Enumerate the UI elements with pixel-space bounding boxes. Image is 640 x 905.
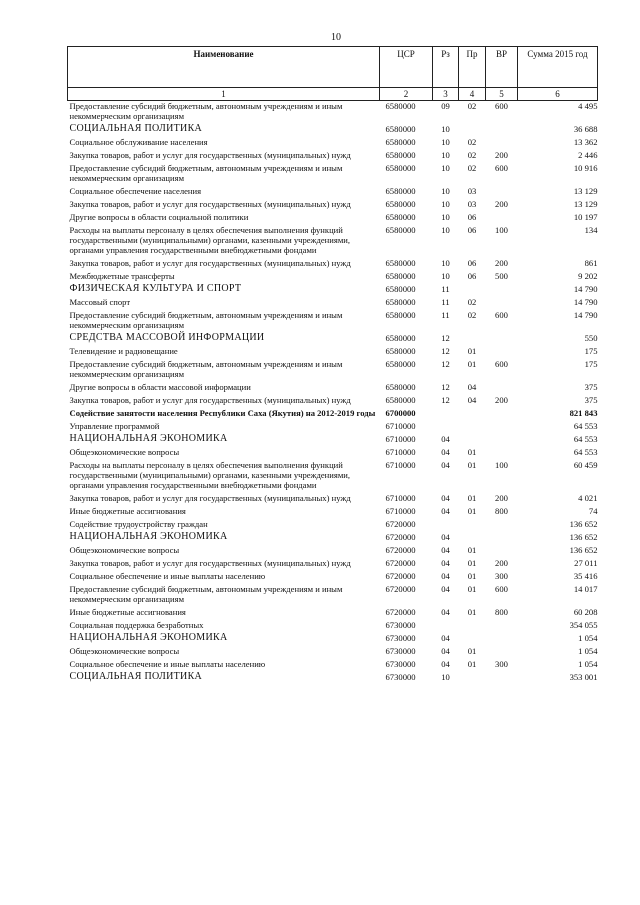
row-pr: 04 [467, 382, 477, 392]
row-sum: 64 553 [573, 447, 598, 457]
row-sum: 353 001 [569, 672, 598, 682]
row-pr [459, 672, 486, 685]
row-vr: 200 [495, 258, 508, 268]
row-sum: 14 790 [573, 310, 598, 320]
row-rz: 04 [441, 607, 450, 617]
table-row [68, 532, 598, 545]
row-rz: 04 [441, 447, 450, 457]
table-row [68, 382, 598, 395]
row-pr [459, 633, 486, 646]
row-csr: 6580000 [385, 382, 416, 392]
row-pr: 01 [467, 646, 477, 656]
row-sum: 13 129 [573, 199, 598, 209]
table-row [68, 163, 598, 186]
table-row [68, 646, 598, 659]
row-sum: 136 652 [569, 545, 598, 555]
row-name: СРЕДСТВА МАССОВОЙ ИНФОРМАЦИИ [69, 332, 265, 343]
row-rz: 12 [441, 382, 450, 392]
row-name: СОЦИАЛЬНАЯ ПОЛИТИКА [69, 671, 203, 682]
row-pr: 02 [467, 101, 477, 111]
page-number: 10 [331, 32, 341, 43]
row-pr [459, 124, 486, 137]
row-csr: 6580000 [385, 359, 416, 369]
row-name: Общеэкономические вопросы [69, 646, 180, 656]
row-sum: 14 017 [573, 584, 598, 594]
row-vr [486, 212, 518, 225]
row-pr [459, 421, 486, 434]
row-vr [486, 532, 518, 545]
row-name: Управление программой [69, 421, 160, 431]
row-sum: 60 459 [573, 460, 598, 470]
row-name: Закупка товаров, работ и услуг для государственных (муниципальных) нужд [69, 493, 351, 503]
row-name: НАЦИОНАЛЬНАЯ ЭКОНОМИКА [69, 632, 228, 643]
row-sum: 2 446 [578, 150, 598, 160]
row-rz: 10 [441, 137, 450, 147]
row-rz: 10 [441, 163, 450, 173]
row-name: Общеэкономические вопросы [69, 545, 180, 555]
row-pr: 01 [467, 359, 477, 369]
table-row [68, 558, 598, 571]
row-csr: 6580000 [385, 395, 416, 405]
row-pr: 02 [467, 137, 477, 147]
row-rz: 10 [441, 672, 450, 682]
row-sum: 175 [584, 346, 598, 356]
row-csr: 6580000 [385, 163, 416, 173]
table-row [68, 310, 598, 333]
column-number: 2 [380, 88, 433, 101]
row-vr: 500 [495, 271, 508, 281]
table-row [68, 434, 598, 447]
row-vr: 300 [495, 571, 508, 581]
row-name: Закупка товаров, работ и услуг для государственных (муниципальных) нужд [69, 199, 351, 209]
row-name: Предоставление субсидий бюджетным, автономным учреждениям и иным некоммерческим организациям [69, 310, 343, 330]
row-vr [486, 434, 518, 447]
table-row [68, 284, 598, 297]
row-rz: 10 [441, 186, 450, 196]
row-vr: 600 [495, 359, 508, 369]
row-pr [459, 333, 486, 346]
row-sum: 354 055 [569, 620, 598, 630]
row-sum: 861 [584, 258, 598, 268]
row-sum: 1 054 [578, 633, 598, 643]
table-header-row [68, 47, 598, 88]
row-sum: 35 416 [573, 571, 598, 581]
row-sum: 10 916 [573, 163, 598, 173]
row-pr: 01 [467, 584, 477, 594]
row-sum: 550 [584, 333, 598, 343]
row-sum: 64 553 [573, 434, 598, 444]
row-sum: 175 [584, 359, 598, 369]
row-pr: 01 [467, 571, 477, 581]
row-pr: 01 [467, 607, 477, 617]
row-name: Предоставление субсидий бюджетным, автономным учреждениям и иным некоммерческим организациям [69, 584, 343, 604]
column-number: 6 [518, 88, 598, 101]
header-csr: ЦСР [380, 47, 433, 88]
row-rz: 10 [441, 258, 450, 268]
row-vr [486, 124, 518, 137]
table-row [68, 225, 598, 258]
row-csr: 6730000 [385, 672, 416, 682]
row-rz: 12 [441, 395, 450, 405]
row-pr: 01 [467, 493, 477, 503]
column-number-row [68, 88, 598, 101]
row-rz: 04 [441, 646, 450, 656]
row-rz: 10 [441, 150, 450, 160]
row-vr [486, 382, 518, 395]
row-vr [486, 297, 518, 310]
row-vr: 200 [495, 558, 508, 568]
row-csr: 6710000 [385, 421, 416, 431]
row-csr: 6580000 [385, 297, 416, 307]
row-rz [433, 408, 459, 421]
row-csr: 6710000 [385, 447, 416, 457]
row-vr [486, 333, 518, 346]
row-rz [433, 620, 459, 633]
row-pr [459, 434, 486, 447]
row-vr [486, 672, 518, 685]
row-sum: 375 [584, 382, 598, 392]
row-name: Телевидение и радиовещание [69, 346, 178, 356]
row-csr: 6720000 [385, 532, 416, 542]
row-name: НАЦИОНАЛЬНАЯ ЭКОНОМИКА [69, 531, 228, 542]
row-name: Содействие трудоустройству граждан [69, 519, 208, 529]
row-vr: 800 [495, 607, 508, 617]
row-csr: 6580000 [385, 346, 416, 356]
row-rz: 04 [441, 584, 450, 594]
row-csr: 6580000 [385, 333, 416, 343]
row-pr [459, 519, 486, 532]
row-rz: 12 [441, 359, 450, 369]
row-name: Предоставление субсидий бюджетным, автономным учреждениям и иным некоммерческим организациям [69, 101, 343, 121]
row-csr: 6700000 [385, 408, 416, 418]
row-pr: 06 [467, 271, 477, 281]
row-rz: 04 [441, 434, 450, 444]
row-rz: 12 [441, 333, 450, 343]
row-csr: 6580000 [385, 271, 416, 281]
header-pr: Пр [459, 47, 486, 88]
row-csr: 6580000 [385, 186, 416, 196]
row-pr: 04 [467, 395, 477, 405]
row-rz: 10 [441, 225, 450, 235]
header-sum: Сумма 2015 год [518, 47, 598, 88]
row-vr: 200 [495, 199, 508, 209]
row-name: Расходы на выплаты персоналу в целях обеспечения выполнения функций государственными (муниципальными) органами, казенными учреждениями, органами управления государственными внебюджетными фондами [69, 225, 351, 255]
row-csr: 6710000 [385, 434, 416, 444]
row-csr: 6580000 [385, 310, 416, 320]
row-name: Расходы на выплаты персоналу в целях обеспечения выполнения функций государственными (муниципальными) органами, казенными учреждениями, органами управления государственными внебюджетными фондами [69, 460, 351, 490]
row-name: Предоставление субсидий бюджетным, автономным учреждениям и иным некоммерческим организациям [69, 359, 343, 379]
row-vr [486, 545, 518, 558]
row-pr: 01 [467, 545, 477, 555]
row-sum: 10 197 [573, 212, 598, 222]
row-pr: 01 [467, 346, 477, 356]
row-vr [486, 137, 518, 150]
row-sum: 1 054 [578, 646, 598, 656]
row-name: Массовый спорт [69, 297, 131, 307]
budget-table [67, 46, 598, 685]
row-csr: 6720000 [385, 607, 416, 617]
row-vr: 200 [495, 150, 508, 160]
row-rz: 10 [441, 271, 450, 281]
row-rz: 11 [441, 297, 450, 307]
table-row [68, 493, 598, 506]
table-row [68, 359, 598, 382]
column-number: 1 [68, 88, 380, 101]
row-name: Содействие занятости населения Республики Саха (Якутия) на 2012-2019 годы [69, 408, 376, 418]
row-name: Межбюджетные трансферты [69, 271, 175, 281]
row-pr: 03 [467, 199, 477, 209]
row-pr: 03 [467, 186, 477, 196]
table-row [68, 124, 598, 137]
row-name: Иные бюджетные ассигнования [69, 506, 186, 516]
row-name: Закупка товаров, работ и услуг для государственных (муниципальных) нужд [69, 558, 351, 568]
row-vr [486, 421, 518, 434]
row-vr: 200 [495, 395, 508, 405]
row-pr: 06 [467, 212, 477, 222]
header-vr: ВР [486, 47, 518, 88]
row-pr: 01 [467, 447, 477, 457]
column-number: 5 [486, 88, 518, 101]
row-name: Социальное обеспечение населения [69, 186, 202, 196]
row-pr: 06 [467, 258, 477, 268]
row-pr: 02 [467, 163, 477, 173]
table-row [68, 506, 598, 519]
row-vr: 600 [495, 310, 508, 320]
row-csr: 6580000 [385, 199, 416, 209]
row-vr [486, 519, 518, 532]
row-csr: 6580000 [385, 258, 416, 268]
row-name: Социальное обеспечение и иные выплаты населению [69, 571, 266, 581]
row-vr [486, 186, 518, 199]
row-csr: 6580000 [385, 225, 416, 235]
row-csr: 6580000 [385, 137, 416, 147]
row-rz: 12 [441, 346, 450, 356]
row-rz: 04 [441, 460, 450, 470]
header-rz: Рз [433, 47, 459, 88]
table-row [68, 460, 598, 493]
row-sum: 36 688 [573, 124, 598, 134]
row-vr: 600 [495, 101, 508, 111]
table-row [68, 212, 598, 225]
row-rz: 10 [441, 212, 450, 222]
row-sum: 13 129 [573, 186, 598, 196]
row-name: Иные бюджетные ассигнования [69, 607, 186, 617]
table-row [68, 199, 598, 212]
row-csr: 6710000 [385, 460, 416, 470]
row-pr: 02 [467, 297, 477, 307]
row-rz: 04 [441, 545, 450, 555]
table-row [68, 137, 598, 150]
row-rz: 11 [441, 310, 450, 320]
table-row [68, 395, 598, 408]
row-csr: 6720000 [385, 571, 416, 581]
row-sum: 13 362 [573, 137, 598, 147]
row-sum: 136 652 [569, 532, 598, 542]
row-csr: 6580000 [385, 101, 416, 111]
row-sum: 1 054 [578, 659, 598, 669]
row-name: Другие вопросы в области массовой информации [69, 382, 251, 392]
row-csr: 6710000 [385, 493, 416, 503]
row-name: Другие вопросы в области социальной политики [69, 212, 249, 222]
row-sum: 14 790 [573, 284, 598, 294]
row-csr: 6730000 [385, 633, 416, 643]
table-row [68, 447, 598, 460]
row-vr: 100 [495, 460, 508, 470]
row-csr: 6730000 [385, 659, 416, 669]
row-name: Закупка товаров, работ и услуг для государственных (муниципальных) нужд [69, 150, 351, 160]
row-pr: 01 [467, 558, 477, 568]
table-row [68, 571, 598, 584]
row-pr [459, 284, 486, 297]
row-rz: 04 [441, 506, 450, 516]
row-rz [433, 421, 459, 434]
row-vr: 600 [495, 163, 508, 173]
row-vr: 800 [495, 506, 508, 516]
table-row [68, 346, 598, 359]
row-csr: 6580000 [385, 150, 416, 160]
row-pr: 02 [467, 150, 477, 160]
row-vr [486, 408, 518, 421]
row-vr: 200 [495, 493, 508, 503]
row-name: Закупка товаров, работ и услуг для государственных (муниципальных) нужд [69, 395, 351, 405]
table-row [68, 633, 598, 646]
row-rz: 10 [441, 199, 450, 209]
table-row [68, 297, 598, 310]
row-vr [486, 447, 518, 460]
table-row [68, 150, 598, 163]
row-rz: 09 [441, 101, 450, 111]
row-name: Предоставление субсидий бюджетным, автономным учреждениям и иным некоммерческим организациям [69, 163, 343, 183]
row-csr: 6720000 [385, 545, 416, 555]
row-csr: 6580000 [385, 212, 416, 222]
row-name: Социальное обслуживание населения [69, 137, 208, 147]
column-number: 3 [433, 88, 459, 101]
row-vr [486, 646, 518, 659]
row-rz: 04 [441, 659, 450, 669]
budget-sheet [67, 46, 597, 685]
row-vr: 300 [495, 659, 508, 669]
row-sum: 136 652 [569, 519, 598, 529]
row-pr: 01 [467, 659, 477, 669]
row-rz: 04 [441, 493, 450, 503]
row-name: НАЦИОНАЛЬНАЯ ЭКОНОМИКА [69, 433, 228, 444]
row-csr: 6730000 [385, 646, 416, 656]
row-pr [459, 532, 486, 545]
row-pr [459, 408, 486, 421]
row-vr: 100 [495, 225, 508, 235]
table-row [68, 258, 598, 271]
row-rz: 04 [441, 633, 450, 643]
row-name: Социальная поддержка безработных [69, 620, 204, 630]
row-sum: 375 [584, 395, 598, 405]
row-sum: 9 202 [578, 271, 598, 281]
row-sum: 60 208 [573, 607, 598, 617]
table-row [68, 186, 598, 199]
table-row [68, 672, 598, 685]
row-vr [486, 346, 518, 359]
row-csr: 6720000 [385, 558, 416, 568]
table-row [68, 545, 598, 558]
row-pr: 01 [467, 460, 477, 470]
table-row [68, 408, 598, 421]
row-pr: 01 [467, 506, 477, 516]
row-pr: 02 [467, 310, 477, 320]
row-sum: 27 011 [574, 558, 598, 568]
row-rz: 10 [441, 124, 450, 134]
row-sum: 14 790 [573, 297, 598, 307]
table-row [68, 584, 598, 607]
row-rz: 04 [441, 532, 450, 542]
row-name: Закупка товаров, работ и услуг для государственных (муниципальных) нужд [69, 258, 351, 268]
table-body [68, 101, 598, 686]
row-sum: 821 843 [569, 408, 598, 418]
row-sum: 4 021 [578, 493, 598, 503]
row-pr [459, 620, 486, 633]
row-csr: 6580000 [385, 124, 416, 134]
row-vr: 600 [495, 584, 508, 594]
table-row [68, 607, 598, 620]
row-name: Общеэкономические вопросы [69, 447, 180, 457]
row-name: Социальное обеспечение и иные выплаты населению [69, 659, 266, 669]
row-csr: 6580000 [385, 284, 416, 294]
table-row [68, 333, 598, 346]
row-rz: 11 [441, 284, 450, 294]
row-sum: 134 [584, 225, 598, 235]
row-csr: 6720000 [385, 519, 416, 529]
row-rz: 04 [441, 571, 450, 581]
row-sum: 64 553 [573, 421, 598, 431]
row-pr: 06 [467, 225, 477, 235]
row-name: СОЦИАЛЬНАЯ ПОЛИТИКА [69, 123, 203, 134]
row-sum: 4 495 [578, 101, 598, 111]
row-vr [486, 620, 518, 633]
row-name: ФИЗИЧЕСКАЯ КУЛЬТУРА И СПОРТ [69, 283, 242, 294]
row-csr: 6720000 [385, 584, 416, 594]
column-number: 4 [459, 88, 486, 101]
table-row [68, 101, 598, 125]
row-csr: 6730000 [385, 620, 416, 630]
row-vr [486, 284, 518, 297]
row-sum: 74 [588, 506, 598, 516]
row-vr [486, 633, 518, 646]
row-rz: 04 [441, 558, 450, 568]
row-csr: 6710000 [385, 506, 416, 516]
header-name: Наименование [68, 47, 380, 88]
row-rz [433, 519, 459, 532]
